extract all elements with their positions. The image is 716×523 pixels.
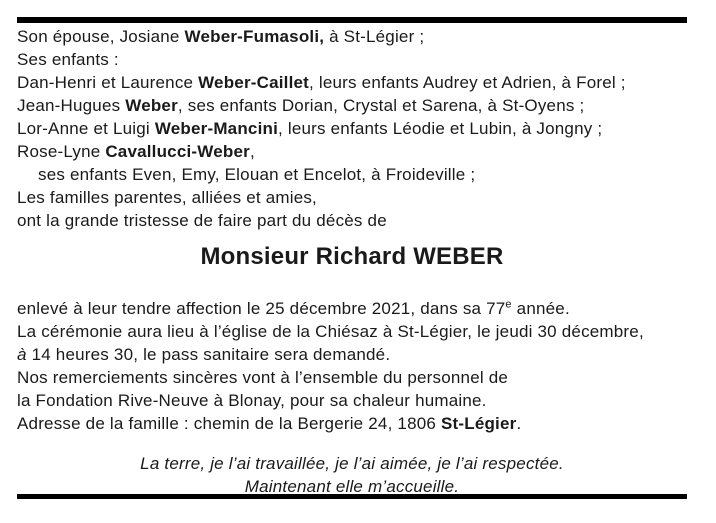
family-address-line — [17, 412, 687, 435]
text-segment: . — [516, 414, 522, 433]
family-line-children-header — [17, 48, 687, 71]
text-segment: Jean-Hugues — [17, 96, 126, 115]
text-segment: 14 heures 30, le pass sanitaire sera demandé. — [26, 345, 391, 364]
text-segment: ont la grande tristesse de faire part du décès de — [17, 211, 387, 230]
text-segment: année. — [511, 299, 570, 318]
family-name-bold: Weber-Fumasoli, — [184, 27, 325, 46]
family-line-child-2 — [17, 94, 687, 117]
family-name-bold: Weber — [125, 96, 178, 115]
epitaph-line-2: Maintenant elle m’accueille. — [244, 477, 460, 496]
family-name-bold: Weber-Mancini — [154, 119, 279, 138]
italic-segment: à — [17, 345, 27, 364]
family-line-child-1 — [17, 71, 687, 94]
family-name-bold: Weber-Caillet — [198, 73, 310, 92]
death-date-line — [17, 297, 687, 320]
text-segment: , leurs enfants Léodie et Lubin, à Jongny ; — [278, 119, 603, 138]
family-list — [17, 25, 687, 232]
text-segment: , — [249, 142, 255, 161]
text-segment: ses enfants Even, Emy, Elouan et Encelot, à Froideville ; — [38, 165, 476, 184]
text-segment: La cérémonie aura lieu à l’église de la Chiésaz à St-Légier, le jeudi 30 décembre, — [17, 322, 644, 341]
text-segment: enlevé à leur tendre affection le 25 décembre 2021, dans sa 77 — [17, 299, 506, 318]
family-name-bold: Cavallucci-Weber — [105, 142, 250, 161]
text-segment: la Fondation Rive-Neuve à Blonay, pour sa chaleur humaine. — [17, 391, 487, 410]
text-segment: Lor-Anne et Luigi — [17, 119, 155, 138]
address-city-bold: St-Légier — [440, 414, 517, 433]
ceremony-details — [17, 297, 687, 435]
ordinal-superscript: e — [505, 298, 512, 311]
text-segment: à St-Légier ; — [324, 27, 425, 46]
thanks-line-2 — [17, 389, 687, 412]
family-line-relatives — [17, 186, 687, 209]
text-segment: , ses enfants Dorian, Crystal et Sarena, à St-Oyens ; — [177, 96, 585, 115]
family-line-child-3 — [17, 117, 687, 140]
family-line-announcement — [17, 209, 687, 232]
notice-content — [17, 25, 687, 498]
text-segment: Son épouse, Josiane — [17, 27, 185, 46]
text-segment: Les familles parentes, alliées et amies, — [17, 188, 317, 207]
ceremony-time-line — [17, 343, 687, 366]
deceased-name-title: Monsieur Richard WEBER — [200, 243, 504, 270]
family-line-spouse — [17, 25, 687, 48]
epitaph-quote — [17, 452, 687, 498]
thanks-line-1 — [17, 366, 687, 389]
epitaph-line-1: La terre, je l’ai travaillée, je l’ai aimée, je l’ai respectée. — [140, 454, 564, 473]
text-segment: Adresse de la famille : chemin de la Bergerie 24, 1806 — [17, 414, 441, 433]
family-line-grandchildren — [17, 163, 687, 186]
family-line-child-4 — [17, 140, 687, 163]
text-segment: , leurs enfants Audrey et Adrien, à Forel ; — [309, 73, 626, 92]
top-rule — [17, 17, 687, 23]
ceremony-line — [17, 320, 687, 343]
text-segment: Nos remerciements sincères vont à l’ensemble du personnel de — [17, 368, 509, 387]
text-segment: Dan-Henri et Laurence — [17, 73, 199, 92]
text-segment: Ses enfants : — [17, 50, 119, 69]
text-segment: Rose-Lyne — [17, 142, 106, 161]
